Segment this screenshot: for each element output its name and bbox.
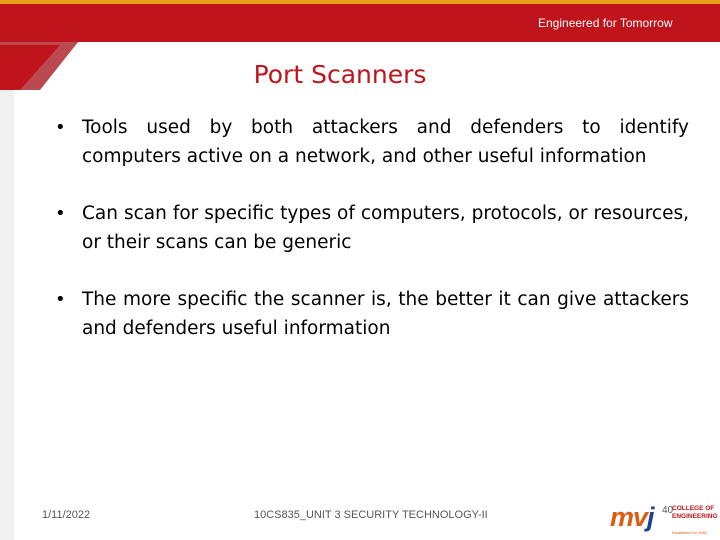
bullet-list bbox=[52, 113, 689, 371]
bullet-item bbox=[52, 285, 689, 343]
logo-letter-m: m bbox=[610, 502, 634, 532]
slide-title: Port Scanners bbox=[253, 60, 427, 89]
bullet-dot-icon: • bbox=[55, 117, 66, 138]
bullet-dot-icon: • bbox=[55, 289, 66, 310]
bullet-item bbox=[52, 199, 689, 257]
logo-established-text: Established in 1982 bbox=[672, 530, 707, 535]
logo-letter-v: v bbox=[633, 502, 648, 532]
logo-mark bbox=[610, 502, 654, 532]
bullet-item bbox=[52, 113, 689, 171]
header-tagline: Engineered for Tomorrow bbox=[538, 16, 673, 30]
bullet-text: The more specific the scanner is, the better it can give attackers and defenders useful information bbox=[82, 289, 689, 339]
footer-date: 1/11/2022 bbox=[42, 509, 91, 521]
header-orange-strip bbox=[0, 0, 720, 4]
logo-letter-j: j bbox=[647, 502, 654, 532]
logo-college-text: COLLEGE OF ENGINEERING bbox=[672, 505, 718, 520]
page-number: 40 bbox=[662, 505, 674, 516]
bullet-text: Can scan for specific types of computers, protocols, or resources, or their scans can be generic bbox=[82, 203, 689, 253]
footer-course-code: 10CS835_UNIT 3 SECURITY TECHNOLOGY-II bbox=[254, 509, 488, 521]
bullet-dot-icon: • bbox=[55, 203, 66, 224]
bullet-text: Tools used by both attackers and defenders to identify computers active on a network, and other useful information bbox=[82, 117, 689, 167]
